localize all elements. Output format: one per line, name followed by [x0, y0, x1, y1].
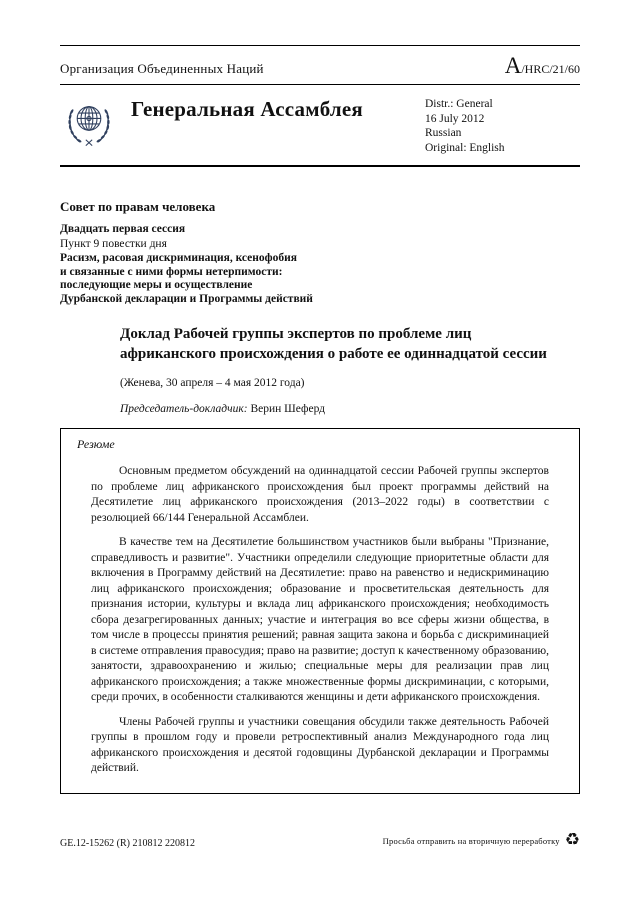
header-main-row: [60, 85, 580, 165]
summary-paragraph: В качестве тем на Десятилетие большинством участников были выбраны "Признание, справедливость и развитие". Участники определили следующие приоритетные области для включения в Программу действий на Десятилетие: право на равенство и недискриминацию лиц африканского происхождения; образование и просветительская деятельность для признания истории, культуры и вклада лиц африканского происхождения; необходимость сбора дезагрегированных данных; участие и интеграция во все сферы жизни общества, в том числе в процессы принятия решений; равная защита закона и борьба с дискриминацией в системе отправления правосудия; право на развитие; доступ к качественному образованию, занятости, здравоохранению и жилью; специальные меры для реализации прав лиц африканского происхождения; а также множественные формы дискриминации, с которыми, среди прочих, в особенности сталкиваются женщины и дети африканского происхождения.: [91, 536, 549, 703]
footer: [60, 832, 580, 849]
doc-symbol-rest: /HRC/21/60: [521, 62, 580, 76]
recycle-icon: ♻: [564, 830, 580, 850]
doc-symbol-letter: A: [504, 53, 522, 78]
chair-label: Председатель-докладчик:: [120, 403, 248, 415]
summary-paragraph: Члены Рабочей группы и участники совещания обсудили также деятельность Рабочей группы в прошлом году и провели ретроспективный анализ Международного года лиц африканского происхождения и десятой годовщины Дурбанской декларации и Программы действий.: [91, 715, 549, 774]
report-block: [120, 324, 580, 415]
summary-paragraph: Основным предметом обсуждений на одиннадцатой сессии Рабочей группы экспертов по проблеме лиц африканского происхождения был проект программы действий на Десятилетие лиц африканского происхождения (2013–2022 годы) в соответствии с резолюцией 66/144 Генеральной Ассамблеи.: [91, 465, 549, 524]
recycle-wrap: [383, 832, 580, 849]
recycle-note: Просьба отправить на вторичную переработку: [382, 835, 560, 846]
venue-line: (Женева, 30 апреля – 4 мая 2012 года): [120, 377, 305, 389]
summary-heading: Резюме: [77, 437, 115, 451]
doc-symbol: [505, 53, 580, 79]
org-name: Организация Объединенных Наций: [60, 61, 264, 76]
agenda-title-line: Дурбанской декларации и Программы действий: [60, 292, 313, 305]
session-line: Двадцать первая сессия: [60, 223, 186, 235]
assembly-title: Генеральная Ассамблея: [131, 97, 363, 121]
agenda-title-line: последующие меры и осуществление: [60, 279, 253, 291]
agenda-title: [60, 252, 580, 306]
language-line: Russian: [425, 127, 462, 139]
original-line: Original: English: [425, 141, 505, 154]
agenda-item: Пункт 9 повестки дня: [60, 238, 167, 250]
agenda-title-line: и связанные с ними формы нетерпимости:: [60, 265, 283, 278]
un-emblem-icon: [60, 94, 118, 152]
ge-number: GE.12-15262 (R) 210812 220812: [60, 838, 195, 849]
chair-name: Верин Шеферд: [247, 403, 326, 415]
session-block: [60, 200, 580, 306]
distr-line: Distr.: General: [425, 98, 493, 110]
distr-block: [425, 97, 580, 155]
chair-line: [120, 403, 580, 415]
agenda-title-line: Расизм, расовая дискриминация, ксенофобия: [60, 252, 297, 264]
date-line: 16 July 2012: [425, 112, 485, 125]
header-top-row: [60, 45, 580, 85]
council-heading: Совет по правам человека: [60, 199, 216, 214]
summary-box: [60, 428, 580, 794]
header-rule-thick: [60, 165, 580, 167]
report-title: Доклад Рабочей группы экспертов по проблеме лиц африканского происхождения о работе ее одиннадцатой сессии: [120, 326, 547, 362]
